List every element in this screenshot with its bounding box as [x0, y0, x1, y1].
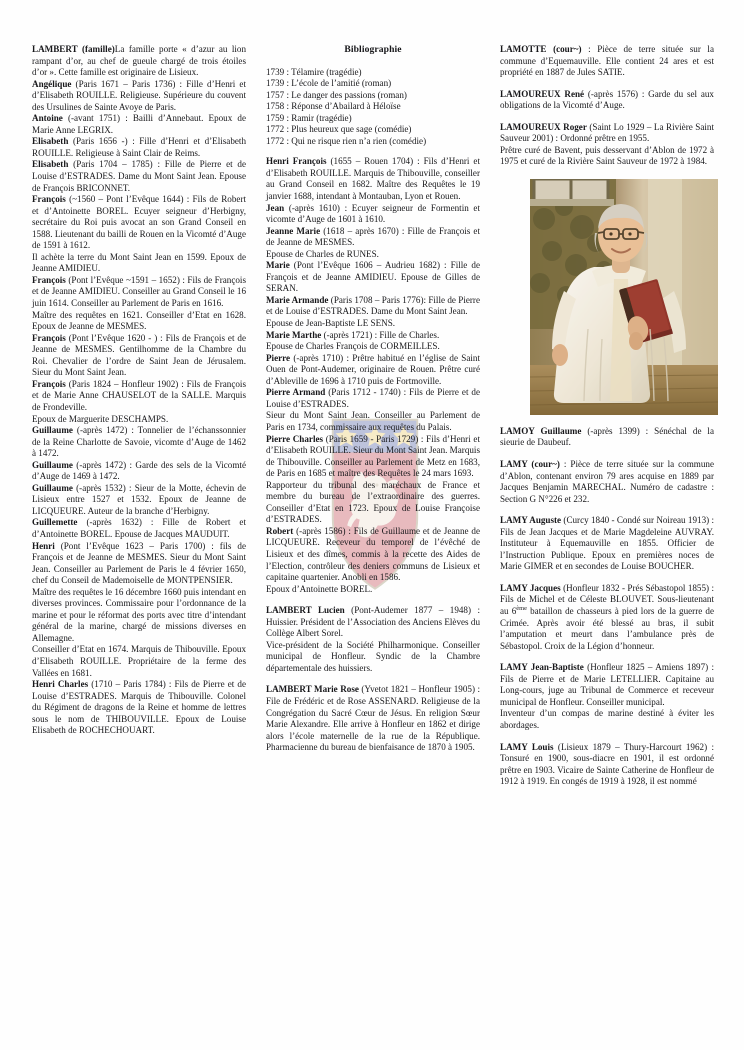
- bibliography-item: 1772 : Qui ne risque rien n’a rien (comédie): [266, 135, 427, 146]
- column-two: [266, 44, 480, 754]
- column-one-entry: [32, 679, 246, 737]
- column-two-entry-name: Marie: [266, 260, 290, 271]
- column-one-entry: [32, 483, 246, 518]
- column-one-entry-body: (Pont l’Evêque 1620 - ) : Fils de François et de Jeanne de MESMES. Gentilhomme de la Chambre du Roi. Chevalier de l’ordre de Saint Jean de Jérusalem. Sieur du Mont Saint Jean.: [32, 332, 246, 378]
- column-three-entry-body: : Pièce de terre située sur la commune d’Equemauville. Elle contient 24 ares et est propriété en 1887 de Jules SATIE.: [500, 44, 714, 78]
- column-three-entries-after-photo: [500, 426, 714, 788]
- photo-roger-lamoureux: [530, 179, 718, 415]
- column-one-entry: [32, 310, 246, 333]
- column-one-entry: [32, 159, 246, 194]
- column-three-entry: [500, 583, 714, 652]
- column-one-entry: [32, 113, 246, 136]
- column-two-entry-name: LAMBERT Marie Rose: [266, 684, 359, 695]
- column-two-entry-body: (-après 1586) : Fils de Guillaume et de Jeanne de LICQUEURE. Receveur du temporel de l’évêché de Lisieux et des dîmes, commis à la recette des Aides de l’Election, contrôleur des deniers communs de Lisieux et capitaine quartenier. Anobli en 1586.: [266, 525, 480, 583]
- column-one-entry: [32, 275, 246, 310]
- column-one-entry: [32, 79, 246, 114]
- column-three-entry: [500, 662, 714, 708]
- bibliography-item: 1759 : Ramir (tragédie): [266, 112, 352, 123]
- column-one-entry-name: François: [32, 194, 66, 205]
- column-two-entry-name: Marie Armande: [266, 294, 329, 305]
- column-two-entry: [266, 249, 480, 261]
- column-three-entry: [500, 742, 714, 788]
- column-two-entry: [266, 260, 480, 295]
- column-one-entry-name: Guillaume: [32, 482, 73, 493]
- column-one-entry: [32, 460, 246, 483]
- column-one-entry-body: (Paris 1824 – Honfleur 1902) : Fils de François et de Marie Anne CHAUSELOT de la SALLE. Marquis de Frondeville.: [32, 378, 246, 412]
- column-three-entry: [500, 89, 714, 112]
- column-one-entry-name: LAMBERT (famille): [32, 44, 115, 54]
- column-two-entry-name: Pierre Armand: [266, 387, 326, 398]
- column-two-entry: [266, 605, 480, 640]
- column-one-entry: [32, 136, 246, 159]
- column-two-entry-name: Robert: [266, 525, 294, 536]
- bibliography-list: [266, 67, 480, 148]
- column-one-entries: [32, 44, 246, 737]
- bibliography-item: 1757 : Le danger des passions (roman): [266, 89, 407, 100]
- column-two-entry: [266, 434, 480, 480]
- column-three-entry-name: LAMY Louis: [500, 741, 554, 752]
- column-three-entry-name: LAMOTTE (cour~): [500, 44, 582, 54]
- column-one-entry-body: (~1560 – Pont l’Evêque 1644) : Fils de Robert et d’Antoinette BOREL. Ecuyer seigneur d’Herbigny, secrétaire du Roi puis avocat an son Grand Conseil en 1588. Lieutenant du bailli de Rouen en la Vicomté d’Auge de 1591 à 1612.: [32, 194, 246, 251]
- column-two-entry-body: Epouse de Jean-Baptiste LE SENS.: [266, 318, 396, 329]
- column-two-entry: [266, 526, 480, 584]
- column-two-entry: [266, 387, 480, 410]
- column-three-entry: [500, 515, 714, 573]
- column-three-entry-body: (Honfleur 1825 – Amiens 1897) : Fils de Pierre et de Marie LETELLIER. Capitaine au Long-cours, juge au Tribunal de Commerce et receveur municipal de Honfleur. Conseiller municipal.: [500, 662, 715, 707]
- column-one-entry: [32, 517, 246, 540]
- column-one-entry-body: (-après 1472) : Garde des sels de la Vicomté d’Auge de 1469 à 1472.: [32, 459, 246, 482]
- column-one-entry-name: Antoine: [32, 113, 63, 124]
- column-three-entry-body: (-après 1576) : Garde du sel aux obligations de la Vicomté d’Auge.: [500, 88, 714, 111]
- column-one-entry-body: (1710 – Paris 1784) : Fils de Pierre et de Louise d’ESTRADES. Marquis de Thibouville. Colonel du Régiment de dragons de la Reine et homme de lettres sous le nom de THIBOUVILLE. Epoux de Louise Elisabeth de ROCHECHOUART.: [32, 679, 246, 736]
- column-two-entry: [266, 640, 480, 675]
- column-three-entry: [500, 122, 714, 145]
- column-two-entry-body: Epouse de Charles François de CORMEILLES.: [266, 341, 440, 352]
- column-three-entry-body: (Lisieux 1879 – Thury-Harcourt 1962) : Tonsuré en 1900, sous-diacre en 1901, il est ordonné prêtre en 1903. Vicaire de Sainte Catherine de Honfleur de 1912 à 1919. En congés de 1919 à 1928, il est nommé: [500, 741, 714, 787]
- column-one-entry-body: Maître des requêtes le 16 décembre 1660 puis intendant en diverses provinces. Commissaire pour l’ordonnance de la marine et pour le réformat des ports avec titre d’intendant général de la marine, chargé de missions diverses en Allemagne.: [32, 586, 246, 643]
- column-two-entry-body: (Paris 1712 - 1740) : Fils de Pierre et de Louise d’ESTRADES.: [266, 387, 480, 409]
- column-one-entry-body: (Pont l’Evêque ~1591 – 1652) : Fils de François et de Jeanne AMIDIEU. Conseiller au Grand Conseil le 16 juin 1614. Conseiller au Parlement de Paris en 1616.: [32, 274, 246, 309]
- column-two-entry-name: Pierre Charles: [266, 433, 324, 444]
- column-two-entry-body: (Pont-Audemer 1877 – 1948) : Huissier. Président de l’Association des Anciens Elèves du Collège Albert Sorel.: [266, 605, 480, 639]
- column-one-entry-body: (-après 1472) : Tonnelier de l’échanssonnier de la Reine Charlotte de Savoie, vicomte d’Auge de 1462 à 1472.: [32, 425, 246, 459]
- column-one-entry-body: (-avant 1751) : Bailli d’Annebaut. Epoux de Marie Anne LEGRIX.: [32, 113, 246, 135]
- column-two-entry-name: LAMBERT Lucien: [266, 605, 345, 616]
- column-two-entry-body: Sieur du Mont Saint Jean. Conseiller au Parlement de Paris en 1734, commissaire aux requêtes du Palais.: [266, 410, 480, 432]
- column-two-entry: [266, 156, 480, 202]
- column-one-entry-body: (-après 1532) : Sieur de la Motte, échevin de Lisieux entre 1527 et 1532. Epoux de Jeanne de LICQUEURE. Auteur de la branche d’Herbigny.: [32, 482, 246, 516]
- column-three-entry-name: LAMOY Guillaume: [500, 425, 582, 436]
- column-two-entry: [266, 295, 480, 318]
- bibliography-item: 1739 : Télamire (tragédie): [266, 66, 362, 77]
- column-three-entry: [500, 145, 714, 168]
- column-one-entry-name: Henri Charles: [32, 679, 89, 690]
- column-two-entry-body: (-après 1710) : Prêtre habitué en l’église de Saint Ouen de Pont-Audemer, originaire de Rouen. Prêtre curé d’Ableville de 1696 à 1710 puis de Fortmoville.: [266, 352, 480, 386]
- column-one-entry-name: Elisabeth: [32, 159, 69, 170]
- column-three-entry-body: Inventeur d’un compas de marine destiné à éviter les abordages.: [500, 708, 714, 730]
- column-one-entry-body: (Paris 1671 – Paris 1736) : Fille d’Henri et d’Elisabeth ROUILLE. Religieuse. Supérieure du couvent des Ursulines de Sainte Avoye de Paris.: [32, 78, 246, 112]
- column-one-entry-name: Guillaume: [32, 459, 73, 470]
- column-one-entry-body: Maître des requêtes en 1621. Conseiller d’Etat en 1628. Epoux de Jeanne de MESMES.: [32, 309, 246, 332]
- column-one-entry: [32, 587, 246, 645]
- column-one-entry-name: François: [32, 332, 66, 343]
- column-two-entry-body: (Pont l’Evêque 1606 – Audrieu 1682) : Fille de François et de Jeanne AMIDIEU. Epouse de Gilles de SERAN.: [266, 260, 480, 294]
- bibliography-item: 1758 : Réponse d’Abailard à Héloïse: [266, 101, 401, 112]
- column-one-entry: [32, 414, 246, 426]
- column-one-entry: [32, 333, 246, 379]
- column-one-entry-body: (Paris 1704 – 1785) : Fille de Pierre et de Louise d’ESTRADES. Dame du Mont Saint Jean. Epouse de François BRICONNET.: [32, 159, 246, 193]
- column-two-entry: [266, 353, 480, 388]
- column-one-entry: [32, 644, 246, 679]
- column-one-entry-body: (-après 1632) : Fille de Robert et d’Antoinette BOREL. Epouse de Jacques MAUDUIT.: [32, 517, 246, 539]
- column-two-entry: [266, 341, 480, 353]
- column-three-entry-name: LAMY Jacques: [500, 582, 561, 593]
- column-one-entry-body: Conseiller d’Etat en 1674. Marquis de Thibouville. Epoux d’Elisabeth ROUILLE. Propriétaire de la ferme des Vallées en 1681.: [32, 644, 246, 678]
- column-one-entry: [32, 425, 246, 460]
- column-two-entry-body: Epoux d’Antoinette BOREL.: [266, 583, 373, 594]
- column-one-entry-body: Il achète la terre du Mont Saint Jean en 1599. Epoux de Jeanne AMIDIEU.: [32, 251, 246, 274]
- column-two-entry-body: (Paris 1659 - Paris 1729) : Fils d’Henri et d’Elisabeth ROUILLE. Sieur du Mont Saint Jean. Marquis de Thibouville. Conseiller au Parlement de Metz en 1683, de Paris en 1685 et maître des Requêtes le 24 mars 1693.: [266, 433, 480, 479]
- column-two-entry: [266, 203, 480, 226]
- column-two-entry-name: Henri François: [266, 156, 327, 167]
- column-three-entries: [500, 44, 714, 168]
- column-three-entry-name: LAMY (cour~): [500, 459, 560, 470]
- column-three-entry-body: Prêtre curé de Bavent, puis desservant d’Ablon de 1972 à 1975 et curé de la Rivière Saint Sauveur de 1972 à 1984.: [500, 144, 714, 167]
- column-two-entry-body: (1618 – après 1670) : Fille de François et de Jeanne de MESMES.: [266, 225, 480, 248]
- bibliographie-heading: Bibliographie: [344, 44, 402, 55]
- column-one-entry-body: (Paris 1656 -) : Fille d’Henri et d’Elisabeth ROUILLE. Religieuse à Saint Clair de Reims.: [32, 136, 246, 158]
- column-two-entry-name: Jean: [266, 202, 285, 213]
- column-two-entry-name: Pierre: [266, 352, 291, 363]
- column-one-entry-name: Guillaume: [32, 425, 73, 436]
- column-two-entry: [266, 318, 480, 330]
- column-three: [500, 44, 714, 788]
- column-two-entries: [266, 156, 480, 753]
- column-three-entry-name: LAMY Auguste: [500, 515, 562, 526]
- column-three-entry-name: LAMOUREUX Roger: [500, 121, 587, 132]
- column-one-entry: [32, 252, 246, 275]
- column-one-entry-name: François: [32, 274, 66, 285]
- column-three-entry-body: (-après 1399) : Sénéchal de la sieurie de Daubeuf.: [500, 425, 714, 448]
- column-two-entry-body: (1655 – Rouen 1704) : Fils d’Henri et d’Elisabeth ROUILLE. Marquis de Thibouville, conseiller au Grand Conseil en 1682. Maître des Requêtes le 19 janvier 1688, intendant à Montauban, Lyon et Rouen.: [266, 156, 480, 202]
- column-two-entry: [266, 684, 480, 753]
- column-one-entry-name: Henri: [32, 540, 55, 551]
- column-two-entry-body: (-après 1610) : Ecuyer seigneur de Formentin et vicomte d’Auge de 1601 à 1610.: [266, 202, 480, 225]
- column-two-entry: [266, 226, 480, 249]
- column-one: [32, 44, 246, 737]
- column-one-entry: [32, 44, 246, 79]
- column-three-entry-body: (Honfleur 1832 - Prés Sébastopol 1855) : Fils de Michel et de Céleste BLOUVET. Sous-lieutenant au 6ème bataillon de chasseurs à pied lors de la guerre de Crimée. Après avoir été blessé au bras, il subit l’amputation et meurt dans l’ambulance près de Sébastopol. Croix de la Légion d’honneur.: [500, 582, 715, 651]
- column-one-entry-body: La famille porte « d’azur au lion rampant d’or, au chef de gueule chargé de trois étoiles d’or ». Cette famille est originaire de Lisieux.: [32, 44, 247, 78]
- column-two-entry: [266, 330, 480, 342]
- column-two-entry: [266, 410, 480, 433]
- column-one-entry-body: Epoux de Marguerite DESCHAMPS.: [32, 413, 169, 424]
- column-one-entry-name: François: [32, 378, 66, 389]
- column-three-entry-body: : Pièce de terre située sur la commune d’Ablon, contenant environ 79 ares acquise en 1889 par Jacques Benjamin MARECHAL. Numéro de cadastre : Section G N°226 et 232.: [500, 459, 714, 504]
- column-one-entry-body: (Pont l’Evêque 1623 – Paris 1700) : fils de François et de Jeanne de MESMES. Sieur du Mont Saint Jean. Conseiller au Parlement de Paris le 4 février 1650, chef du Conseil de Mademoiselle de MONTPENSIER.: [32, 540, 246, 586]
- column-three-entry-name: LAMOUREUX René: [500, 88, 585, 99]
- column-one-entry-name: Guillemette: [32, 517, 78, 528]
- bibliography-item: 1772 : Plus heureux que sage (comédie): [266, 124, 412, 135]
- column-two-entry-body: Rapporteur du tribunal des maréchaux de France et membre du bureau de l’extraordinaire des guerres. Conseiller d’Etat en 1723. Epoux de Louise Françoise d’ESTRADES.: [266, 479, 480, 525]
- column-two-entry-body: Epouse de Charles de RUNES.: [266, 248, 379, 259]
- column-two-entry: [266, 584, 480, 596]
- column-three-entry: [500, 44, 714, 79]
- column-two-entry: [266, 480, 480, 526]
- column-three-entry-body: (Curcy 1840 - Condé sur Noireau 1913) : Fils de Jean Jacques et de Marie Magdeleine AUVRAY. Instituteur à Equemauville en 1855. Officier de l’Instruction Publique. Epoux en premières noces de Marie GIMER et en secondes de Louise BOUCHER.: [500, 515, 714, 572]
- column-three-entry-body: (Saint Lo 1929 – La Rivière Saint Sauveur 2001) : Ordonné prêtre en 1955.: [500, 121, 714, 144]
- column-one-entry: [32, 194, 246, 252]
- bibliography-item: 1739 : L’école de l’amitié (roman): [266, 78, 392, 89]
- column-two-entry-name: Jeanne Marie: [266, 225, 321, 236]
- column-one-entry: [32, 541, 246, 587]
- column-one-entry-name: Elisabeth: [32, 136, 69, 147]
- column-three-entry-name: LAMY Jean-Baptiste: [500, 662, 584, 673]
- column-two-entry-body: (-après 1721) : Fille de Charles.: [321, 329, 440, 340]
- column-one-entry-name: Angélique: [32, 78, 72, 89]
- column-three-entry: [500, 426, 714, 449]
- column-three-entry: [500, 708, 714, 731]
- column-two-entry-name: Marie Marthe: [266, 329, 322, 340]
- column-three-entry: [500, 459, 714, 505]
- column-two-entry-body: Vice-président de la Société Philharmonique. Conseiller municipal de Honfleur. Syndic de la Chambre départementale des huissiers.: [266, 639, 480, 673]
- column-two-entry-body: (Paris 1708 – Paris 1776): Fille de Pierre et de Louise d’ESTRADES. Dame du Mont Saint Jean.: [266, 294, 480, 317]
- column-two-entry-body: (Yvetot 1821 – Honfleur 1905) : File de Frédéric et de Rose ASSENARD. Religieuse de la Congrégation du Sacré Cœur de Jésus. En religion Sœur Marie Alexandre. Elle arrive à Honfleur en 1862 et dirige alors l’école maternelle de la rue de la République. Pharmacienne du bureau de bienfaisance de 1870 à 1905.: [266, 684, 480, 753]
- column-one-entry: [32, 379, 246, 414]
